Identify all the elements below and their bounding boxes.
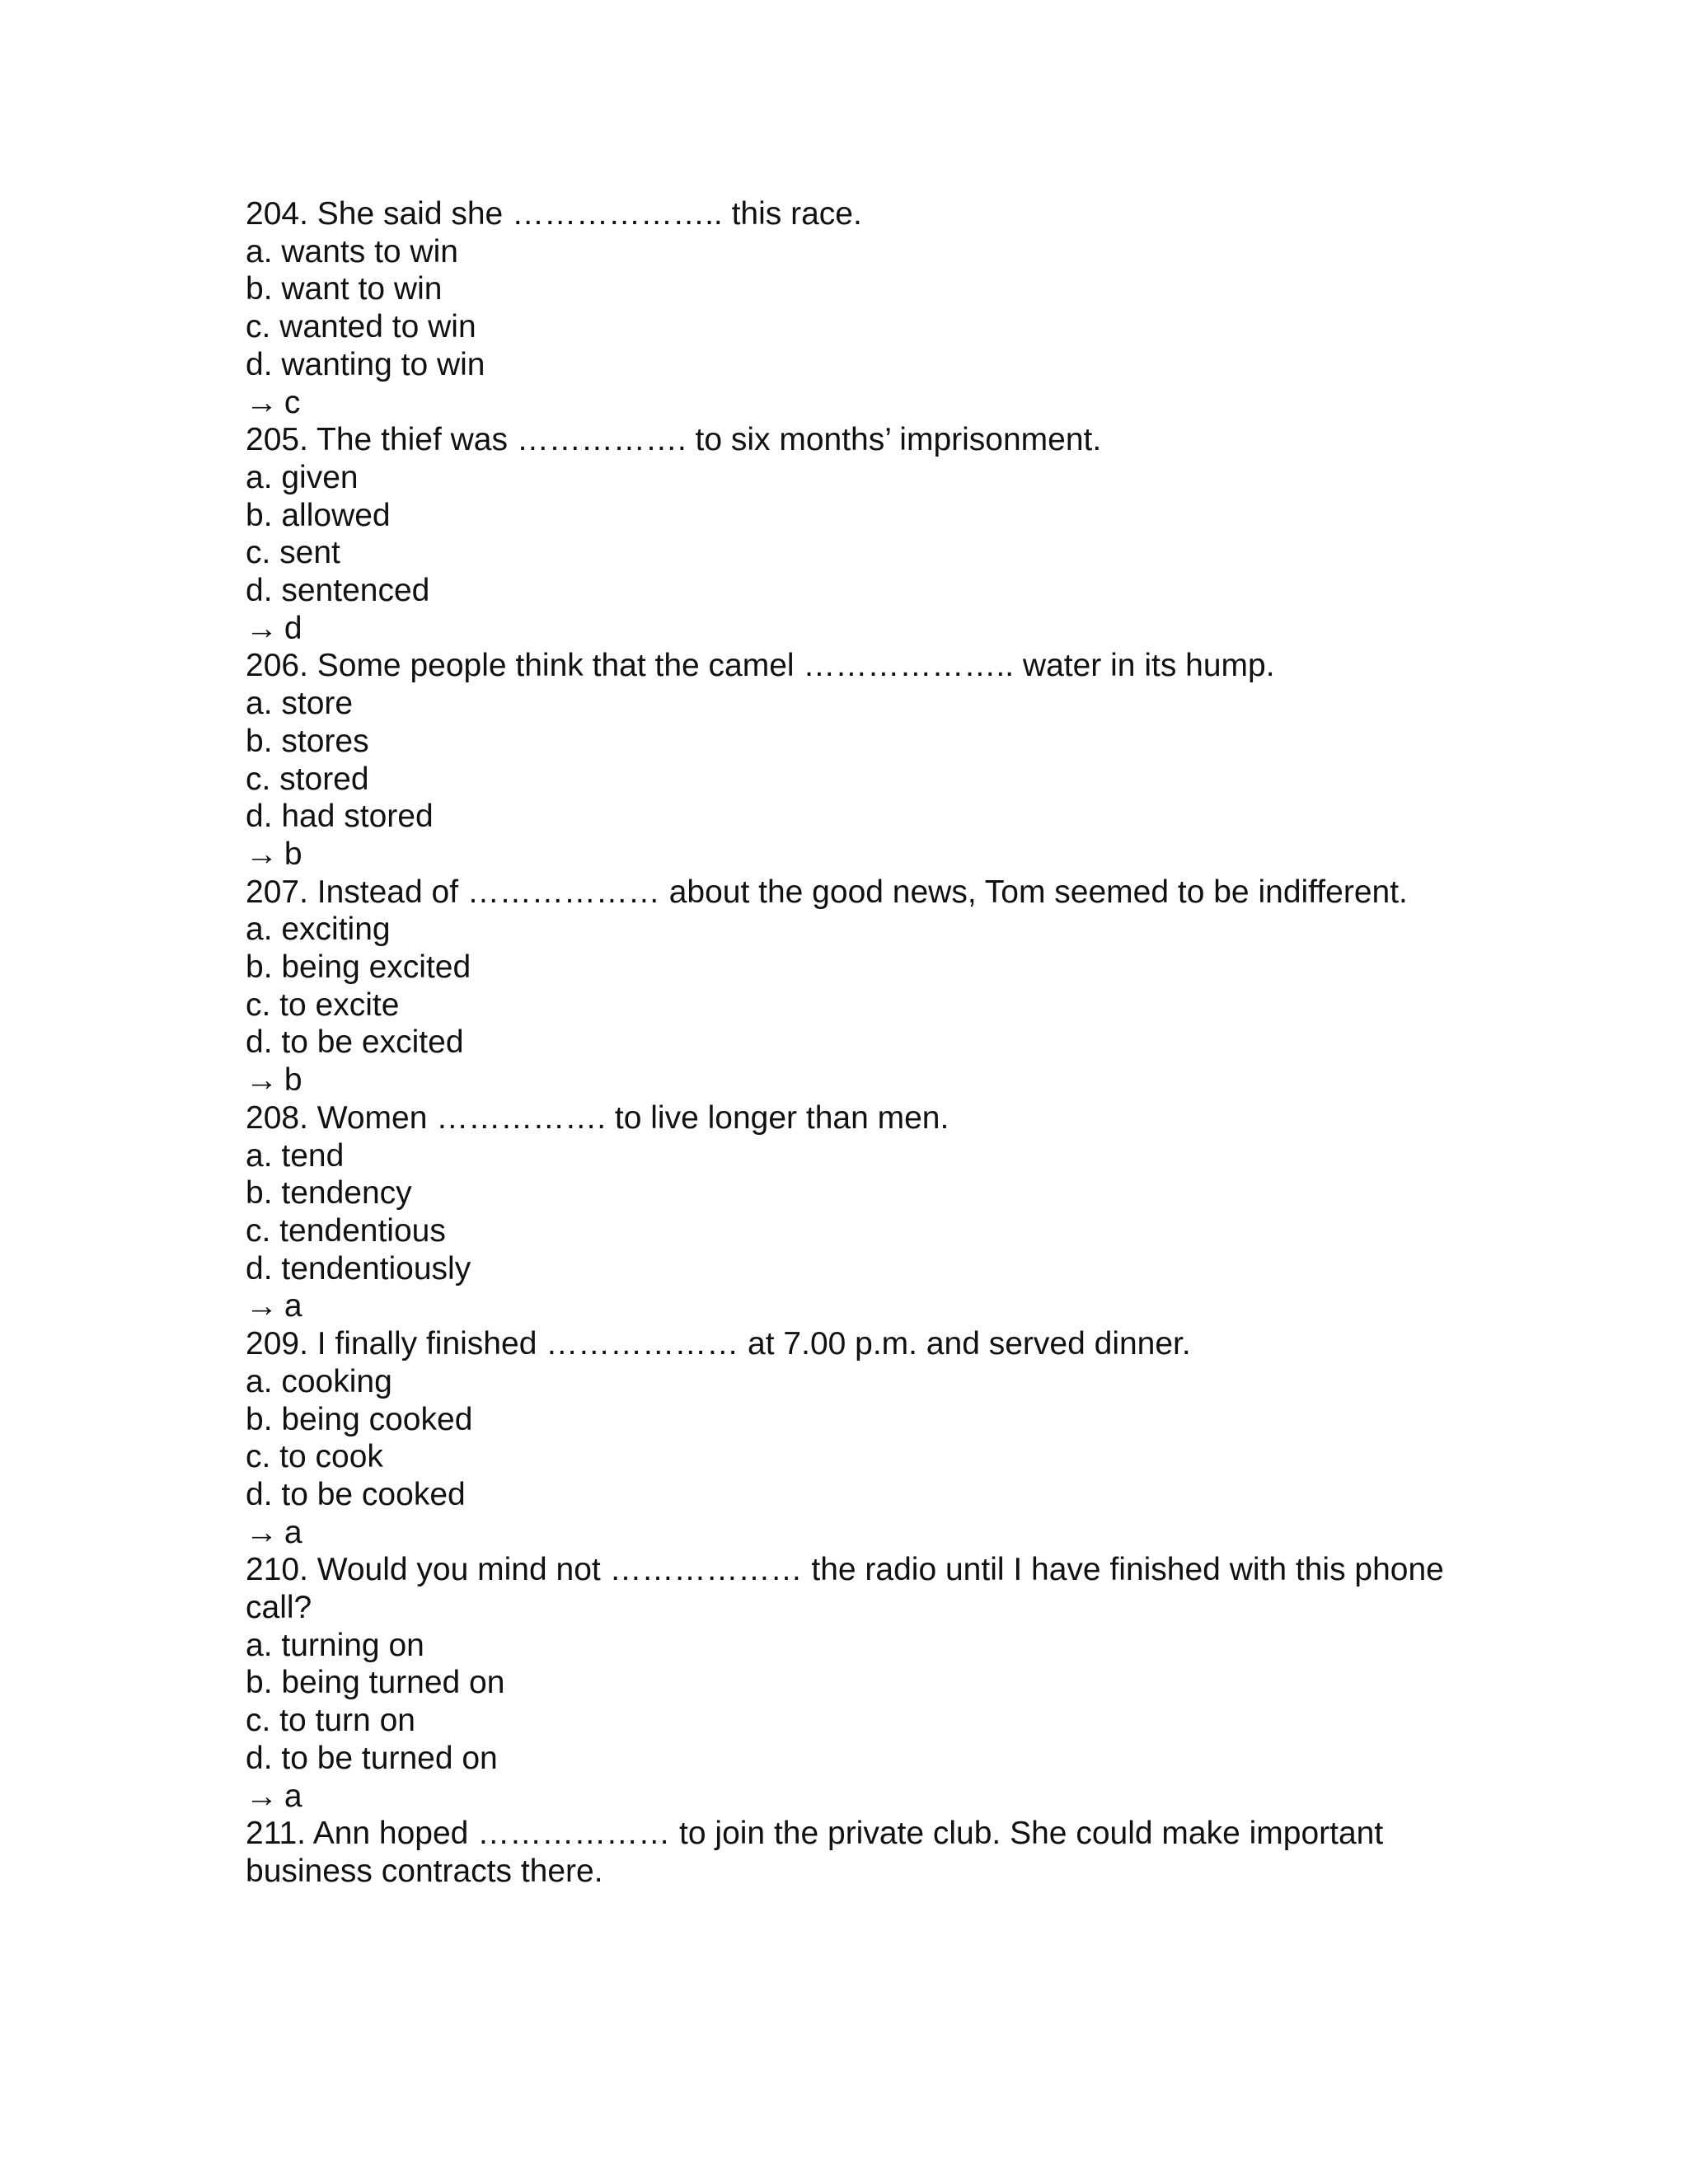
option-b: b. stores xyxy=(246,723,369,759)
question-204 xyxy=(246,195,1449,421)
option-d: d. wanting to win xyxy=(246,346,485,382)
option-a: a. wants to win xyxy=(246,233,458,269)
option-b: b. being excited xyxy=(246,949,471,986)
answer-letter: a xyxy=(284,1778,302,1814)
option-c: c. to excite xyxy=(246,987,400,1023)
option-c: c. to cook xyxy=(246,1439,383,1475)
arrow-right-icon: → xyxy=(246,610,278,646)
option-d: d. to be turned on xyxy=(246,1740,498,1776)
option-d: d. to be cooked xyxy=(246,1476,466,1512)
option-b: b. being cooked xyxy=(246,1401,473,1437)
option-d: d. sentenced xyxy=(246,573,430,609)
arrow-right-icon: → xyxy=(246,1778,278,1814)
option-c: c. sent xyxy=(246,535,340,571)
question-stem: 204. She said she ……………….. this race. xyxy=(246,196,862,232)
question-stem: 210. Would you mind not ……………… the radio until I have finished with this phone call? xyxy=(246,1552,1444,1626)
option-a: a. turning on xyxy=(246,1627,424,1663)
option-c: c. stored xyxy=(246,761,369,797)
arrow-right-icon: → xyxy=(246,384,278,420)
question-207 xyxy=(246,874,1449,1099)
answer-line xyxy=(246,1062,1449,1099)
option-a: a. cooking xyxy=(246,1363,392,1399)
answer-line xyxy=(246,384,1449,422)
option-c: c. wanted to win xyxy=(246,309,476,345)
answer-letter: c xyxy=(284,384,301,420)
question-stem: 207. Instead of ……………… about the good news, Tom seemed to be indifferent. xyxy=(246,874,1408,910)
answer-letter: a xyxy=(284,1514,302,1550)
question-stem: 209. I finally finished ……………… at 7.00 p.m. and served dinner. xyxy=(246,1326,1191,1362)
question-stem: 205. The thief was ……………. to six months’ imprisonment. xyxy=(246,422,1102,458)
answer-line xyxy=(246,1287,1449,1325)
question-stem: 208. Women ……………. to live longer than men. xyxy=(246,1099,950,1136)
question-stem: 206. Some people think that the camel ……………….. water in its hump. xyxy=(246,648,1275,684)
option-c: c. tendentious xyxy=(246,1212,446,1249)
answer-line xyxy=(246,610,1449,648)
arrow-right-icon: → xyxy=(246,1288,278,1324)
option-d: d. tendentiously xyxy=(246,1250,471,1286)
question-208 xyxy=(246,1099,1449,1325)
answer-letter: a xyxy=(284,1288,302,1324)
question-stem: 211. Ann hoped ……………… to join the private club. She could make important business contracts there. xyxy=(246,1816,1384,1889)
option-a: a. exciting xyxy=(246,912,391,948)
answer-line xyxy=(246,1514,1449,1552)
question-209 xyxy=(246,1325,1449,1551)
arrow-right-icon: → xyxy=(246,1062,278,1099)
question-210 xyxy=(246,1551,1449,1815)
option-a: a. given xyxy=(246,459,359,495)
option-a: a. tend xyxy=(246,1137,345,1174)
arrow-right-icon: → xyxy=(246,836,278,872)
question-211 xyxy=(246,1815,1449,1890)
option-d: d. to be excited xyxy=(246,1024,464,1061)
answer-line xyxy=(246,1778,1449,1816)
option-a: a. store xyxy=(246,686,354,722)
option-b: b. tendency xyxy=(246,1175,412,1212)
option-b: b. being turned on xyxy=(246,1665,505,1701)
answer-letter: b xyxy=(284,836,302,872)
option-b: b. want to win xyxy=(246,271,443,307)
question-206 xyxy=(246,647,1449,873)
option-d: d. had stored xyxy=(246,799,434,835)
arrow-right-icon: → xyxy=(246,1514,278,1550)
answer-letter: d xyxy=(284,610,302,646)
question-205 xyxy=(246,421,1449,647)
option-b: b. allowed xyxy=(246,497,391,533)
answer-line xyxy=(246,836,1449,874)
option-c: c. to turn on xyxy=(246,1703,415,1739)
question-list xyxy=(246,195,1449,1891)
answer-letter: b xyxy=(284,1062,302,1099)
